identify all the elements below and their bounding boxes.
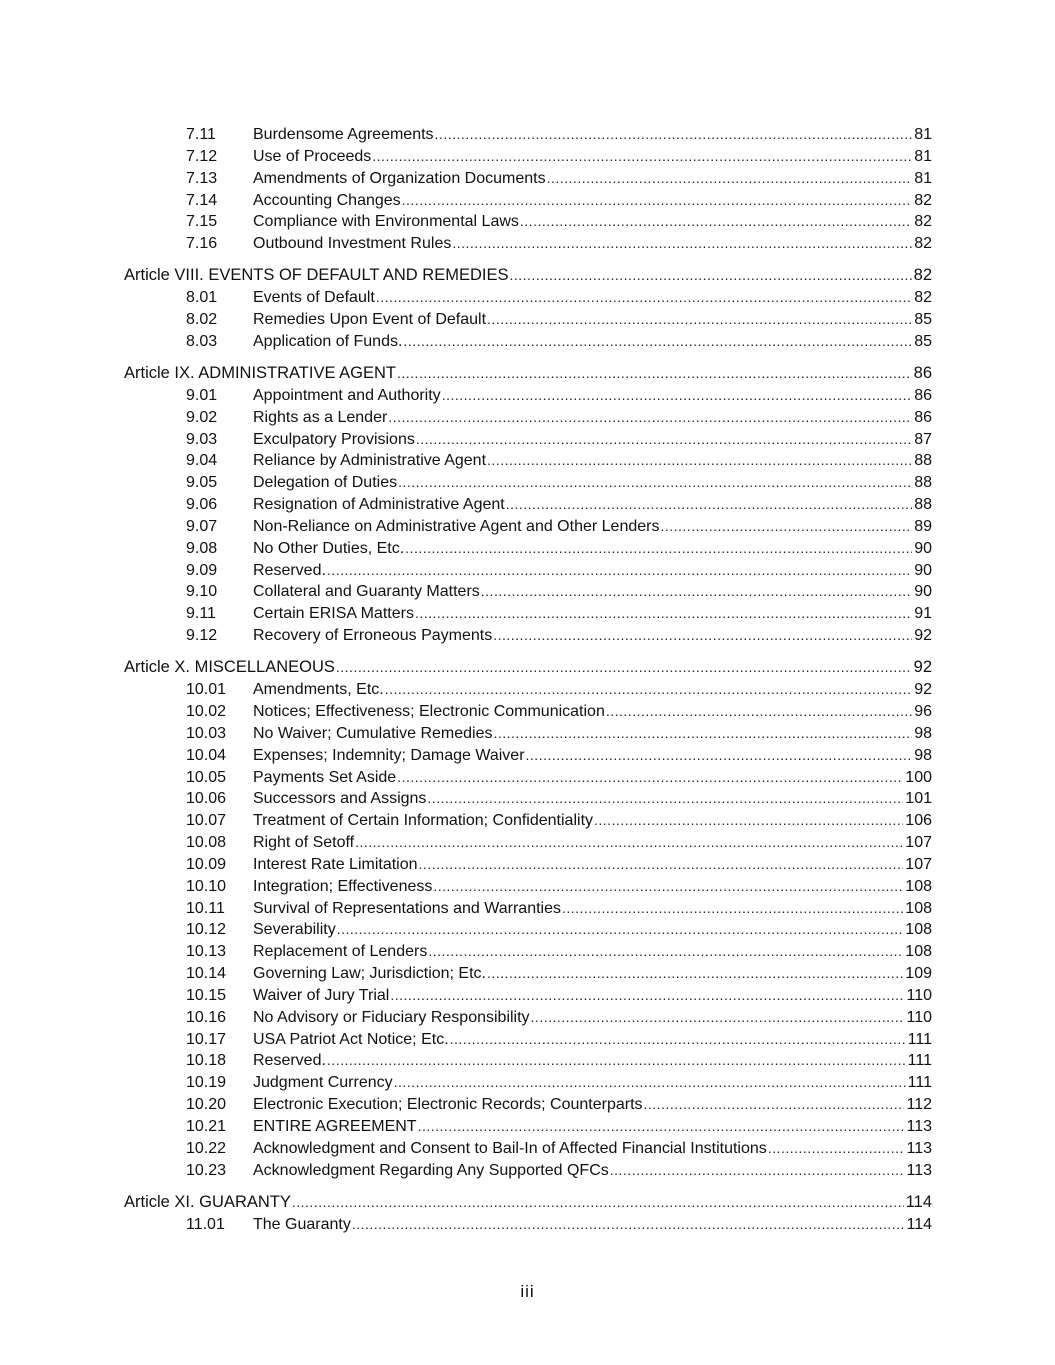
toc-section-row[interactable] <box>124 723 932 745</box>
toc-section-entry <box>253 168 932 190</box>
toc-dot-leader <box>525 745 913 767</box>
toc-section-page-number: 81 <box>914 169 932 187</box>
toc-article-entry <box>124 657 932 679</box>
toc-section-entry <box>253 124 932 146</box>
toc-section-entry <box>253 701 932 723</box>
toc-dot-leader <box>449 1029 906 1051</box>
toc-section-entry <box>253 287 932 309</box>
toc-section-title: Appointment and Authority <box>253 385 441 407</box>
toc-section-entry <box>253 1160 932 1182</box>
toc-dot-leader <box>486 309 912 331</box>
toc-section-number: 9.02 <box>186 408 218 426</box>
toc-section-number: 7.12 <box>186 147 218 165</box>
toc-dot-leader <box>451 233 912 255</box>
toc-dot-leader <box>401 190 913 212</box>
toc-section-title: Rights as a Lender <box>253 407 387 429</box>
toc-section-entry <box>253 854 932 876</box>
toc-section-row[interactable] <box>124 1050 932 1072</box>
toc-section-page-number: 107 <box>905 834 932 852</box>
toc-dot-leader <box>441 385 913 407</box>
toc-section-page-number: 89 <box>914 517 932 535</box>
toc-section-title: Governing Law; Jurisdiction; Etc. <box>253 963 486 985</box>
toc-dot-leader <box>351 1214 905 1236</box>
toc-section-number: 9.04 <box>186 452 218 470</box>
toc-section-number: 7.11 <box>186 126 216 143</box>
toc-section-page-number: 108 <box>905 877 932 895</box>
toc-dot-leader <box>767 1138 905 1160</box>
toc-section-number: 9.07 <box>186 517 218 535</box>
toc-section-number: 10.07 <box>186 812 227 830</box>
toc-article-row[interactable] <box>124 657 932 679</box>
toc-section-title: Compliance with Environmental Laws <box>253 211 519 233</box>
toc-section-page-number: 82 <box>914 191 932 209</box>
toc-dot-leader <box>354 832 903 854</box>
toc-section-entry <box>253 190 932 212</box>
toc-article-title: Article IX. ADMINISTRATIVE AGENT <box>124 363 396 385</box>
toc-dot-leader <box>418 854 904 876</box>
toc-section-page-number: 87 <box>914 430 932 448</box>
toc-section-number: 7.16 <box>186 235 218 253</box>
toc-section-number: 9.03 <box>186 430 218 448</box>
toc-section-page-number: 108 <box>905 943 932 961</box>
toc-section-page-number: 108 <box>905 899 932 917</box>
toc-section-title: Remedies Upon Event of Default <box>253 309 486 331</box>
toc-section-row[interactable] <box>124 963 932 985</box>
toc-dot-leader <box>434 124 913 146</box>
toc-section-number: 10.02 <box>186 702 227 720</box>
toc-section-page-number: 113 <box>906 1139 932 1157</box>
toc-section-number: 9.01 <box>186 386 218 404</box>
toc-section-entry <box>253 788 932 810</box>
toc-section-row[interactable] <box>124 450 932 472</box>
toc-section-title: Burdensome Agreements <box>253 124 434 146</box>
toc-section-title: Delegation of Duties <box>253 472 397 494</box>
toc-section-title: Accounting Changes <box>253 190 401 212</box>
toc-section-entry <box>253 494 932 516</box>
toc-section-entry <box>253 146 932 168</box>
toc-section-title: Waiver of Jury Trial <box>253 985 389 1007</box>
toc-section-row[interactable] <box>124 1214 932 1236</box>
toc-section-page-number: 90 <box>914 561 932 579</box>
toc-section-number: 10.13 <box>186 943 227 961</box>
toc-section-page-number: 112 <box>906 1096 932 1114</box>
toc-dot-leader <box>426 788 903 810</box>
toc-dot-leader <box>530 1007 905 1029</box>
toc-section-entry <box>253 450 932 472</box>
toc-section-number: 10.06 <box>186 790 227 808</box>
toc-section-entry <box>253 919 932 941</box>
toc-section-row[interactable] <box>124 1029 932 1051</box>
toc-section-row[interactable] <box>124 233 932 255</box>
toc-section-number: 10.15 <box>186 986 227 1004</box>
toc-section-title: Certain ERISA Matters <box>253 603 414 625</box>
toc-section-page-number: 101 <box>905 790 932 808</box>
toc-dot-leader <box>505 494 913 516</box>
toc-section-row[interactable] <box>124 331 932 353</box>
toc-article-page-number: 82 <box>913 266 932 285</box>
toc-dot-leader <box>396 363 912 385</box>
toc-dot-leader <box>546 168 913 190</box>
toc-section-number: 10.22 <box>186 1139 227 1157</box>
toc-section-row[interactable] <box>124 985 932 1007</box>
toc-dot-leader <box>432 876 903 898</box>
toc-section-page-number: 86 <box>914 408 932 426</box>
toc-section-title: Use of Proceeds <box>253 146 371 168</box>
toc-section-row[interactable] <box>124 190 932 212</box>
toc-section-row[interactable] <box>124 516 932 538</box>
toc-section-row[interactable] <box>124 679 932 701</box>
toc-dot-leader <box>402 331 912 353</box>
toc-dot-leader <box>417 1116 905 1138</box>
toc-section-number: 10.23 <box>186 1161 227 1179</box>
toc-section-number: 10.20 <box>186 1096 227 1114</box>
toc-dot-leader <box>414 603 912 625</box>
toc-section-title: Recovery of Erroneous Payments <box>253 625 492 647</box>
toc-section-number: 10.12 <box>186 921 227 939</box>
toc-dot-leader <box>659 516 912 538</box>
toc-section-title: Replacement of Lenders <box>253 941 427 963</box>
toc-section-row[interactable] <box>124 1072 932 1094</box>
toc-section-row[interactable] <box>124 745 932 767</box>
toc-section-entry <box>253 679 932 701</box>
toc-section-row[interactable] <box>124 1160 932 1182</box>
toc-section-row[interactable] <box>124 560 932 582</box>
toc-section-title: Exculpatory Provisions <box>253 429 415 451</box>
toc-section-entry <box>253 1214 932 1236</box>
toc-article-page-number: 86 <box>913 364 932 383</box>
toc-section-number: 9.05 <box>186 474 218 492</box>
toc-section-row[interactable] <box>124 494 932 516</box>
toc-section-number: 10.14 <box>186 965 227 983</box>
toc-section-number: 10.21 <box>186 1118 227 1136</box>
toc-section-number: 10.04 <box>186 746 227 764</box>
toc-section-entry <box>253 1050 932 1072</box>
toc-section-number: 9.10 <box>186 583 218 601</box>
toc-section-number: 10.05 <box>186 768 227 786</box>
toc-section-page-number: 90 <box>914 583 932 601</box>
toc-section-title: Successors and Assigns <box>253 788 426 810</box>
toc-section-row[interactable] <box>124 1116 932 1138</box>
toc-section-page-number: 106 <box>905 812 932 830</box>
toc-section-row[interactable] <box>124 832 932 854</box>
toc-section-entry <box>253 767 932 789</box>
toc-section-entry <box>253 581 932 603</box>
toc-section-page-number: 98 <box>914 746 932 764</box>
toc-section-page-number: 109 <box>905 965 932 983</box>
toc-section-page-number: 111 <box>907 1052 932 1070</box>
toc-section-page-number: 111 <box>907 1030 932 1048</box>
toc-section-row[interactable] <box>124 767 932 789</box>
toc-dot-leader <box>375 287 912 309</box>
toc-dot-leader <box>427 941 903 963</box>
toc-section-entry <box>253 963 932 985</box>
toc-section-title: No Waiver; Cumulative Remedies <box>253 723 492 745</box>
toc-section-title: Judgment Currency <box>253 1072 393 1094</box>
toc-section-row[interactable] <box>124 124 932 146</box>
toc-section-number: 7.14 <box>186 191 218 209</box>
toc-section-entry <box>253 1094 932 1116</box>
toc-dot-leader <box>605 701 912 723</box>
toc-section-title: ENTIRE AGREEMENT <box>253 1116 417 1138</box>
toc-article-entry <box>124 1192 932 1214</box>
toc-section-row[interactable] <box>124 581 932 603</box>
toc-section-title: Survival of Representations and Warranties <box>253 898 561 920</box>
toc-section-row[interactable] <box>124 146 932 168</box>
toc-article-title: Article VIII. EVENTS OF DEFAULT AND REMEDIES <box>124 265 508 287</box>
toc-section-page-number: 113 <box>906 1161 932 1179</box>
toc-section-number: 10.08 <box>186 834 227 852</box>
toc-section-row[interactable] <box>124 603 932 625</box>
toc-section-title: Payments Set Aside <box>253 767 396 789</box>
toc-section-row[interactable] <box>124 168 932 190</box>
toc-section-page-number: 82 <box>914 235 932 253</box>
toc-section-row[interactable] <box>124 919 932 941</box>
toc-dot-leader <box>396 767 903 789</box>
toc-section-entry <box>253 1007 932 1029</box>
toc-dot-leader <box>384 679 912 701</box>
toc-section-row[interactable] <box>124 941 932 963</box>
toc-section-entry <box>253 407 932 429</box>
toc-section-page-number: 113 <box>906 1118 932 1136</box>
toc-section-title: Collateral and Guaranty Matters <box>253 581 480 603</box>
toc-section-entry <box>253 985 932 1007</box>
toc-section-page-number: 88 <box>914 496 932 514</box>
toc-section-page-number: 88 <box>914 452 932 470</box>
toc-section-entry <box>253 603 932 625</box>
toc-section-title: Acknowledgment and Consent to Bail-In of Affected Financial Institutions <box>253 1138 767 1160</box>
toc-section-number: 7.13 <box>186 169 218 187</box>
toc-section-entry <box>253 1072 932 1094</box>
toc-section-number: 10.10 <box>186 877 227 895</box>
toc-dot-leader <box>326 1050 906 1072</box>
toc-dot-leader <box>291 1192 904 1214</box>
toc-dot-leader <box>415 429 912 451</box>
toc-section-page-number: 96 <box>914 702 932 720</box>
toc-dot-leader <box>486 450 912 472</box>
toc-section-title: No Advisory or Fiduciary Responsibility <box>253 1007 530 1029</box>
toc-section-page-number: 100 <box>905 768 932 786</box>
toc-section-page-number: 86 <box>914 386 932 404</box>
toc-section-number: 9.08 <box>186 539 218 557</box>
toc-section-title: Resignation of Administrative Agent <box>253 494 505 516</box>
toc-section-number: 10.03 <box>186 724 227 742</box>
toc-dot-leader <box>387 407 912 429</box>
toc-section-entry <box>253 429 932 451</box>
toc-section-row[interactable] <box>124 854 932 876</box>
toc-section-number: 10.19 <box>186 1074 227 1092</box>
toc-section-entry <box>253 309 932 331</box>
toc-section-entry <box>253 876 932 898</box>
toc-article-page-number: 114 <box>905 1192 932 1211</box>
toc-section-page-number: 107 <box>905 855 932 873</box>
toc-dot-leader <box>492 723 912 745</box>
toc-section-number: 10.09 <box>186 855 227 873</box>
toc-section-entry <box>253 233 932 255</box>
toc-section-page-number: 110 <box>906 986 932 1004</box>
toc-section-title: Events of Default <box>253 287 375 309</box>
toc-section-title: Treatment of Certain Information; Confidentiality <box>253 810 593 832</box>
toc-dot-leader <box>335 657 912 679</box>
toc-section-number: 10.11 <box>186 899 225 917</box>
toc-dot-leader <box>508 265 911 287</box>
toc-section-entry <box>253 625 932 647</box>
toc-section-title: Reliance by Administrative Agent <box>253 450 486 472</box>
toc-section-title: Reserved. <box>253 1050 326 1072</box>
toc-section-page-number: 85 <box>914 332 932 350</box>
toc-dot-leader <box>326 560 912 582</box>
toc-section-title: Interest Rate Limitation <box>253 854 418 876</box>
toc-section-entry <box>253 832 932 854</box>
toc-dot-leader <box>404 538 912 560</box>
toc-section-page-number: 82 <box>914 213 932 231</box>
toc-section-title: Notices; Effectiveness; Electronic Communication <box>253 701 605 723</box>
toc-dot-leader <box>492 625 912 647</box>
toc-section-number: 9.09 <box>186 561 218 579</box>
toc-section-page-number: 91 <box>914 605 932 623</box>
toc-article-row[interactable] <box>124 265 932 287</box>
toc-section-title: USA Patriot Act Notice; Etc. <box>253 1029 449 1051</box>
toc-section-entry <box>253 1138 932 1160</box>
toc-section-page-number: 85 <box>914 311 932 329</box>
toc-section-title: Application of Funds. <box>253 331 402 353</box>
toc-section-page-number: 81 <box>914 147 932 165</box>
toc-section-row[interactable] <box>124 701 932 723</box>
toc-section-entry <box>253 941 932 963</box>
toc-section-number: 9.11 <box>186 605 216 623</box>
toc-dot-leader <box>336 919 904 941</box>
toc-article-entry <box>124 363 932 385</box>
toc-section-row[interactable] <box>124 625 932 647</box>
toc-section-title: Amendments of Organization Documents <box>253 168 546 190</box>
toc-section-row[interactable] <box>124 876 932 898</box>
toc-section-row[interactable] <box>124 898 932 920</box>
toc-section-number: 10.17 <box>186 1030 227 1048</box>
toc-article-row[interactable] <box>124 363 932 385</box>
toc-section-title: Reserved. <box>253 560 326 582</box>
toc-dot-leader <box>389 985 904 1007</box>
toc-dot-leader <box>397 472 912 494</box>
toc-section-page-number: 92 <box>914 627 932 645</box>
toc-article-title: Article XI. GUARANTY <box>124 1192 291 1214</box>
toc-section-number: 8.01 <box>186 289 218 307</box>
toc-dot-leader <box>643 1094 905 1116</box>
toc-article-title: Article X. MISCELLANEOUS <box>124 657 335 679</box>
toc-section-number: 8.03 <box>186 332 218 350</box>
toc-dot-leader <box>480 581 912 603</box>
toc-section-page-number: 82 <box>914 289 932 307</box>
toc-section-title: Expenses; Indemnity; Damage Waiver <box>253 745 525 767</box>
toc-section-number: 7.15 <box>186 213 218 231</box>
toc-section-title: Integration; Effectiveness <box>253 876 432 898</box>
toc-section-entry <box>253 538 932 560</box>
toc-section-title: The Guaranty <box>253 1214 351 1236</box>
toc-section-entry <box>253 331 932 353</box>
toc-section-title: Amendments, Etc. <box>253 679 384 701</box>
toc-section-entry <box>253 898 932 920</box>
toc-section-row[interactable] <box>124 810 932 832</box>
toc-dot-leader <box>393 1072 906 1094</box>
toc-section-number: 10.18 <box>186 1052 227 1070</box>
toc-section-entry <box>253 745 932 767</box>
toc-section-title: Electronic Execution; Electronic Records; Counterparts <box>253 1094 643 1116</box>
toc-dot-leader <box>371 146 912 168</box>
toc-section-number: 9.06 <box>186 496 218 514</box>
toc-section-entry <box>253 385 932 407</box>
toc-section-number: 11.01 <box>186 1215 225 1233</box>
toc-section-entry <box>253 211 932 233</box>
toc-section-row[interactable] <box>124 429 932 451</box>
toc-section-row[interactable] <box>124 385 932 407</box>
table-of-contents <box>124 124 932 1236</box>
toc-section-entry <box>253 472 932 494</box>
toc-section-entry <box>253 516 932 538</box>
toc-section-row[interactable] <box>124 287 932 309</box>
toc-section-number: 9.12 <box>186 627 218 645</box>
toc-section-page-number: 111 <box>907 1074 932 1092</box>
toc-section-page-number: 92 <box>914 681 932 699</box>
toc-article-row[interactable] <box>124 1192 932 1214</box>
toc-section-title: Outbound Investment Rules <box>253 233 451 255</box>
toc-section-entry <box>253 810 932 832</box>
toc-article-entry <box>124 265 932 287</box>
toc-section-number: 10.01 <box>186 681 227 699</box>
toc-section-row[interactable] <box>124 1138 932 1160</box>
toc-section-row[interactable] <box>124 1094 932 1116</box>
toc-article-page-number: 92 <box>913 658 932 677</box>
toc-section-row[interactable] <box>124 472 932 494</box>
toc-section-title: Non-Reliance on Administrative Agent and Other Lenders <box>253 516 659 538</box>
toc-section-title: No Other Duties, Etc. <box>253 538 404 560</box>
toc-section-row[interactable] <box>124 211 932 233</box>
toc-dot-leader <box>609 1160 905 1182</box>
toc-section-entry <box>253 560 932 582</box>
toc-section-row[interactable] <box>124 1007 932 1029</box>
toc-section-page-number: 108 <box>905 921 932 939</box>
toc-section-row[interactable] <box>124 407 932 429</box>
toc-section-page-number: 98 <box>914 724 932 742</box>
toc-section-page-number: 110 <box>906 1008 932 1026</box>
toc-section-page-number: 88 <box>914 474 932 492</box>
toc-section-number: 10.16 <box>186 1008 227 1026</box>
page-number-footer: iii <box>520 1282 535 1301</box>
toc-section-title: Acknowledgment Regarding Any Supported QFCs <box>253 1160 609 1182</box>
toc-section-number: 8.02 <box>186 311 218 329</box>
toc-section-page-number: 114 <box>906 1215 932 1233</box>
toc-section-entry <box>253 1029 932 1051</box>
toc-dot-leader <box>561 898 903 920</box>
toc-section-title: Right of Setoff <box>253 832 354 854</box>
toc-section-entry <box>253 723 932 745</box>
toc-section-row[interactable] <box>124 788 932 810</box>
toc-section-row[interactable] <box>124 538 932 560</box>
toc-dot-leader <box>519 211 912 233</box>
toc-section-title: Severability <box>253 919 336 941</box>
toc-section-row[interactable] <box>124 309 932 331</box>
toc-dot-leader <box>593 810 903 832</box>
toc-section-entry <box>253 1116 932 1138</box>
toc-section-page-number: 90 <box>914 539 932 557</box>
toc-section-page-number: 81 <box>914 126 932 143</box>
toc-dot-leader <box>486 963 903 985</box>
